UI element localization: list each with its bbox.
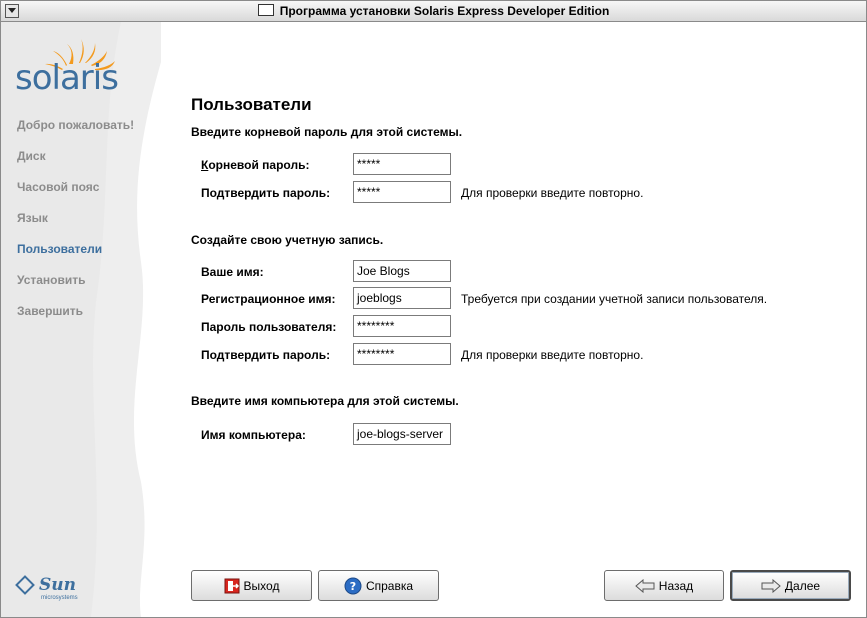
step-timezone: Часовой пояс xyxy=(17,180,100,194)
window-icon xyxy=(258,4,274,16)
sun-logo-text: Sun xyxy=(39,575,76,595)
solaris-logo-text: solaris xyxy=(15,58,118,98)
step-language: Язык xyxy=(17,211,48,225)
back-button[interactable] xyxy=(604,570,724,601)
root-password-label xyxy=(201,158,309,172)
help-button-label: Справка xyxy=(365,578,414,593)
user-password-field[interactable]: ******** xyxy=(353,315,451,337)
login-field[interactable]: joeblogs xyxy=(353,287,451,309)
sidebar xyxy=(1,22,161,617)
step-users: Пользователи xyxy=(17,242,103,256)
root-section-heading: Введите корневой пароль для этой системы. xyxy=(191,125,463,139)
login-label: Регистрационное имя: xyxy=(201,292,336,306)
exit-icon xyxy=(224,578,240,594)
sun-logo-subtext: microsystems xyxy=(41,595,78,601)
root-password-label-text: орневой пароль: xyxy=(208,158,310,172)
next-button[interactable] xyxy=(730,570,851,601)
arrow-right-icon xyxy=(761,579,781,593)
step-finish: Завершить xyxy=(17,304,84,318)
arrow-left-icon xyxy=(635,579,655,593)
name-field[interactable]: Joe Blogs xyxy=(353,260,451,282)
step-disk: Диск xyxy=(17,149,46,163)
user-confirm-label: Подтвердить пароль: xyxy=(201,348,331,362)
host-section-heading: Введите имя компьютера для этой системы. xyxy=(191,394,459,408)
root-password-mnemonic: К xyxy=(201,158,209,172)
host-field[interactable]: joe-blogs-server xyxy=(353,423,451,445)
host-label: Имя компьютера: xyxy=(201,428,306,442)
root-password-field[interactable]: ***** xyxy=(353,153,451,175)
root-confirm-hint: Для проверки введите повторно. xyxy=(461,186,644,200)
window-title: Программа установки Solaris Express Developer Edition xyxy=(279,4,610,18)
solaris-logo xyxy=(15,34,145,99)
user-confirm-hint: Для проверки введите повторно. xyxy=(461,348,644,362)
page-title: Пользователи xyxy=(191,95,312,114)
window-titlebar xyxy=(0,0,867,22)
root-confirm-field[interactable]: ***** xyxy=(353,181,451,203)
exit-button-label: Выход xyxy=(243,578,280,593)
svg-text:?: ? xyxy=(349,579,357,593)
step-welcome: Добро пожаловать! xyxy=(17,118,135,132)
step-list xyxy=(17,118,134,335)
login-hint: Требуется при создании учетной записи пользователя. xyxy=(461,292,768,306)
user-confirm-field[interactable]: ******** xyxy=(353,343,451,365)
name-label: Ваше имя: xyxy=(201,265,264,279)
user-password-label: Пароль пользователя: xyxy=(201,320,337,334)
exit-button[interactable] xyxy=(191,570,312,601)
step-install: Установить xyxy=(17,273,86,287)
help-icon xyxy=(344,577,362,595)
root-confirm-label: Подтвердить пароль: xyxy=(201,186,331,200)
account-section-heading: Создайте свою учетную запись. xyxy=(191,233,384,247)
sun-logo xyxy=(15,573,85,610)
back-button-label: Назад xyxy=(658,578,694,593)
help-button[interactable] xyxy=(318,570,439,601)
next-button-label: Далее xyxy=(784,578,821,593)
